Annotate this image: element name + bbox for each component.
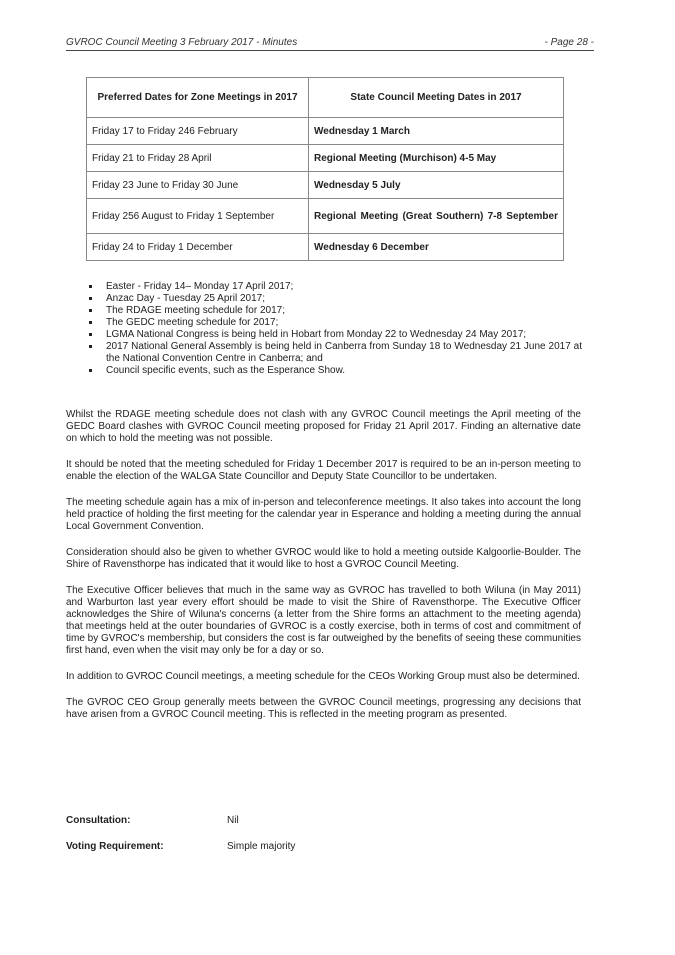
list-item: The RDAGE meeting schedule for 2017; bbox=[88, 305, 582, 317]
paragraph: The Executive Officer believes that much in the same way as GVROC has travelled to both Wiluna (in May 2011) and Warburton last year every effort should be made to visit the Shire of Ravensthorpe. The Executive Officer acknowledges the Shire of Wiluna's concerns (a letter from the Shire forms an attachment to the meeting agenda) that meetings held at the outer boundaries of GVROC is a costly exercise, both in terms of cost and commitment of time by GVROC's membership, but considers the cost is far outweighed by the benefits of seeing these communities first hand, even when the visit may only be for a day or so. bbox=[66, 585, 581, 656]
zone-date-cell: Friday 23 June to Friday 30 June bbox=[87, 172, 309, 199]
body-text bbox=[66, 409, 581, 735]
list-item: LGMA National Congress is being held in Hobart from Monday 22 to Wednesday 24 May 2017; bbox=[88, 329, 582, 341]
table-row bbox=[87, 234, 564, 261]
header-title: GVROC Council Meeting 3 February 2017 - Minutes bbox=[66, 37, 298, 48]
consultation-row bbox=[66, 815, 466, 826]
table-row bbox=[87, 118, 564, 145]
zone-date-cell: Friday 24 to Friday 1 December bbox=[87, 234, 309, 261]
paragraph: The GVROC CEO Group generally meets between the GVROC Council meetings, progressing any decisions that have arisen from a GVROC Council meeting. This is reflected in the meeting program as presented. bbox=[66, 697, 581, 720]
paragraph: It should be noted that the meeting scheduled for Friday 1 December 2017 is required to be an in-person meeting to enable the election of the WALGA State Councillor and Deputy State Councillor to be undertaken. bbox=[66, 459, 581, 482]
list-item: The GEDC meeting schedule for 2017; bbox=[88, 317, 582, 329]
column-header-zone: Preferred Dates for Zone Meetings in 2017 bbox=[87, 78, 309, 118]
list-item: Easter - Friday 14– Monday 17 April 2017; bbox=[88, 281, 582, 293]
table-row bbox=[87, 145, 564, 172]
voting-requirement-label: Voting Requirement: bbox=[66, 841, 164, 852]
state-date-cell: Regional Meeting (Great Southern) 7-8 September bbox=[309, 199, 564, 234]
state-date-cell: Regional Meeting (Murchison) 4-5 May bbox=[309, 145, 564, 172]
list-item: Council specific events, such as the Esperance Show. bbox=[88, 365, 582, 377]
list-item: 2017 National General Assembly is being held in Canberra from Sunday 18 to Wednesday 21 June 2017 at the National Convention Centre in Canberra; and bbox=[88, 341, 582, 365]
voting-requirement-row bbox=[66, 841, 466, 852]
consultation-label: Consultation: bbox=[66, 815, 131, 826]
paragraph: Consideration should also be given to whether GVROC would like to hold a meeting outside Kalgoorlie-Boulder. The Shire of Ravensthorpe has indicated that it would like to host a GVROC Council Meeting. bbox=[66, 547, 581, 570]
table-row bbox=[87, 172, 564, 199]
table-row bbox=[87, 199, 564, 234]
list-item: Anzac Day - Tuesday 25 April 2017; bbox=[88, 293, 582, 305]
page-header bbox=[66, 37, 594, 51]
considerations-list bbox=[88, 281, 582, 377]
paragraph: Whilst the RDAGE meeting schedule does not clash with any GVROC Council meetings the April meeting of the GEDC Board clashes with GVROC Council meeting proposed for Friday 21 April 2017. Finding an alternative date on which to hold the meeting was not possible. bbox=[66, 409, 581, 444]
table-header-row bbox=[87, 78, 564, 118]
meeting-dates-table bbox=[86, 77, 564, 261]
paragraph: In addition to GVROC Council meetings, a meeting schedule for the CEOs Working Group must also be determined. bbox=[66, 671, 580, 682]
state-date-cell: Wednesday 6 December bbox=[309, 234, 564, 261]
zone-date-cell: Friday 21 to Friday 28 April bbox=[87, 145, 309, 172]
state-date-cell: Wednesday 5 July bbox=[309, 172, 564, 199]
consultation-value: Nil bbox=[227, 815, 239, 826]
page-number: - Page 28 - bbox=[544, 37, 594, 48]
state-date-cell: Wednesday 1 March bbox=[309, 118, 564, 145]
zone-date-cell: Friday 256 August to Friday 1 September bbox=[87, 199, 309, 234]
voting-requirement-value: Simple majority bbox=[227, 841, 296, 852]
column-header-state: State Council Meeting Dates in 2017 bbox=[309, 78, 564, 118]
paragraph: The meeting schedule again has a mix of in-person and teleconference meetings. It also takes into account the long held practice of holding the first meeting for the calendar year in Esperance and holding a meeting during the annual Local Government Convention. bbox=[66, 497, 581, 532]
zone-date-cell: Friday 17 to Friday 246 February bbox=[87, 118, 309, 145]
